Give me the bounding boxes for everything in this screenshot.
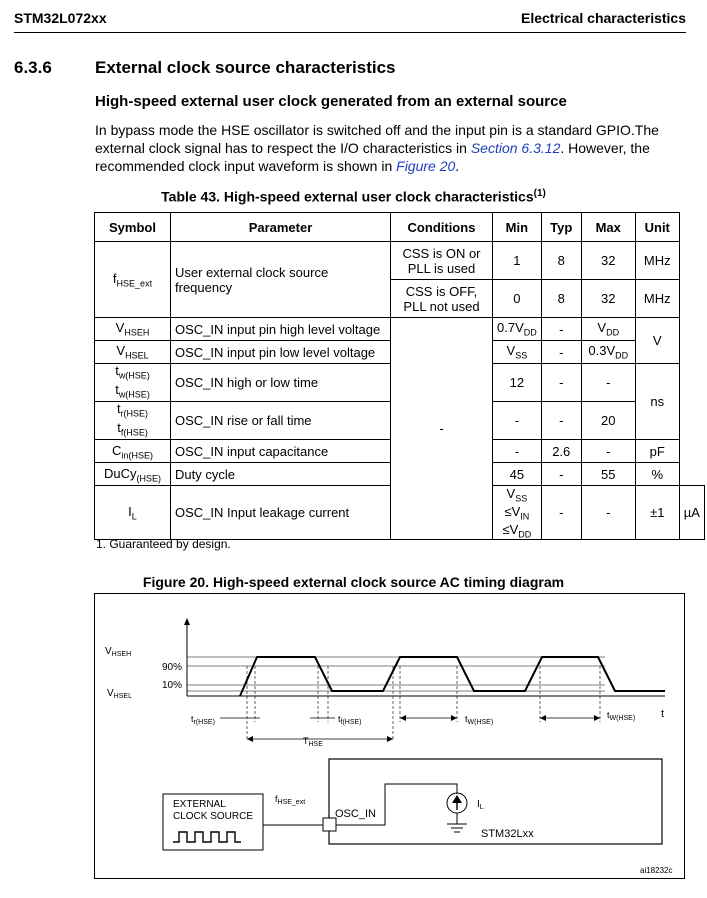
figure-ref-code: ai18232c <box>640 866 673 875</box>
il-condition: $V_{SS} \le V_{IN} \le V_{DD}$ <box>493 486 542 540</box>
table-row: $t_{w(HSE)}$ $t_{w(HSE)}$ OSC_IN high or low time 12 - - ns <box>95 364 705 402</box>
table-footnote: 1. Guaranteed by design. <box>96 537 231 551</box>
symbol-il: $I_L$ <box>95 486 171 540</box>
table-caption: Table 43. High-speed external user clock characteristics$^{(1)}$ <box>161 188 546 205</box>
thse-label: $T_{HSE}$ <box>303 736 323 748</box>
symbol-ducy: DuCy$_{(HSE)}$ <box>95 463 171 486</box>
header-rule <box>14 32 686 33</box>
intro-paragraph: In bypass mode the HSE oscillator is switched off and the input pin is a standard GPIO.The external clock signal has to respect the I/O characteristics in Section 6.3.12. However, the recommended clock input waveform is shown in Figure 20. <box>95 122 659 174</box>
table-row: $f_{HSE\_ext}$ User external clock source frequency CSS is ON or PLL is used 1 8 32 MHz <box>95 242 705 280</box>
chip-label: STM32Lxx <box>481 828 534 840</box>
table-row: $V_{HSEL}$ OSC_IN input pin low level voltage $V_{SS}$ - $0.3V_{DD}$ <box>95 341 705 364</box>
hse-characteristics-table <box>94 212 705 540</box>
tw1-label: $t_{W(HSE)}$ <box>465 714 494 726</box>
figure-link[interactable]: Figure 20 <box>396 158 456 174</box>
timing-markers <box>247 666 600 739</box>
symbol-tw: $t_{w(HSE)}$ $t_{w(HSE)}$ <box>95 364 171 402</box>
p90-label: 90% <box>162 662 183 673</box>
tw2-label: $t_{W(HSE)}$ <box>607 710 636 722</box>
ext-label-2: CLOCK SOURCE <box>173 811 254 822</box>
p10-label: 10% <box>162 680 183 691</box>
table-row: CSS is OFF, PLL not used 0 8 32 MHz <box>95 280 705 318</box>
figure-caption: Figure 20. High-speed external clock source AC timing diagram <box>142 574 565 590</box>
subsection-title: High-speed external user clock generated from an external source <box>95 93 567 110</box>
y-axis-arrow <box>184 618 190 625</box>
table-header-row: Symbol Parameter Conditions Min Typ Max Unit <box>95 213 705 242</box>
t-axis-label: t <box>661 708 665 720</box>
square-wave-icon <box>173 832 241 842</box>
table-row: $t_{r(HSE)}$ $t_{f(HSE)}$ OSC_IN rise or fall time - - 20 <box>95 402 705 440</box>
symbol-vhseh: $V_{HSEH}$ <box>95 318 171 341</box>
figure-frame <box>94 593 685 879</box>
table-row: $I_L$ OSC_IN Input leakage current $V_{SS} \le V_{IN} \le V_{DD}$ - - ±1 µA <box>95 486 705 540</box>
ext-label-1: EXTERNAL <box>173 799 226 810</box>
symbol-vhsel: $V_{HSEL}$ <box>95 341 171 364</box>
vhseh-label: $V_{HSEH}$ <box>105 646 132 658</box>
tf-label: $t_{f(HSE)}$ <box>338 714 362 726</box>
tr-label: $t_{r(HSE)}$ <box>191 714 215 726</box>
doc-header-section: Electrical characteristics <box>521 10 686 26</box>
symbol-tr: $t_{r(HSE)}$ $t_{f(HSE)}$ <box>95 402 171 440</box>
section-title: External clock source characteristics <box>95 58 396 77</box>
table-row: DuCy$_{(HSE)}$ Duty cycle 45 - 55 % <box>95 463 705 486</box>
clock-waveform <box>240 657 665 696</box>
fhse-label: $f_{HSE\_ext}$ <box>275 794 306 806</box>
table-row: $V_{HSEH}$ OSC_IN input pin high level voltage - $0.7V_{DD}$ - $V_{DD}$ V <box>95 318 705 341</box>
section-link[interactable]: Section 6.3.12 <box>470 140 561 156</box>
il-label: $I_L$ <box>477 799 484 811</box>
vhsel-label: $V_{HSEL}$ <box>107 688 132 700</box>
doc-header-title: STM32L072xx <box>14 10 107 26</box>
table-row: $C_{in(HSE)}$ OSC_IN input capacitance - 2.6 - pF <box>95 440 705 463</box>
section-number: 6.3.6 <box>14 58 52 77</box>
timing-diagram <box>95 594 684 878</box>
symbol-cin: $C_{in(HSE)}$ <box>95 440 171 463</box>
osc-in-label: OSC_IN <box>335 808 376 820</box>
symbol-fhse: $f_{HSE\_ext}$ <box>95 242 171 318</box>
conditions-dash: - <box>391 318 493 540</box>
